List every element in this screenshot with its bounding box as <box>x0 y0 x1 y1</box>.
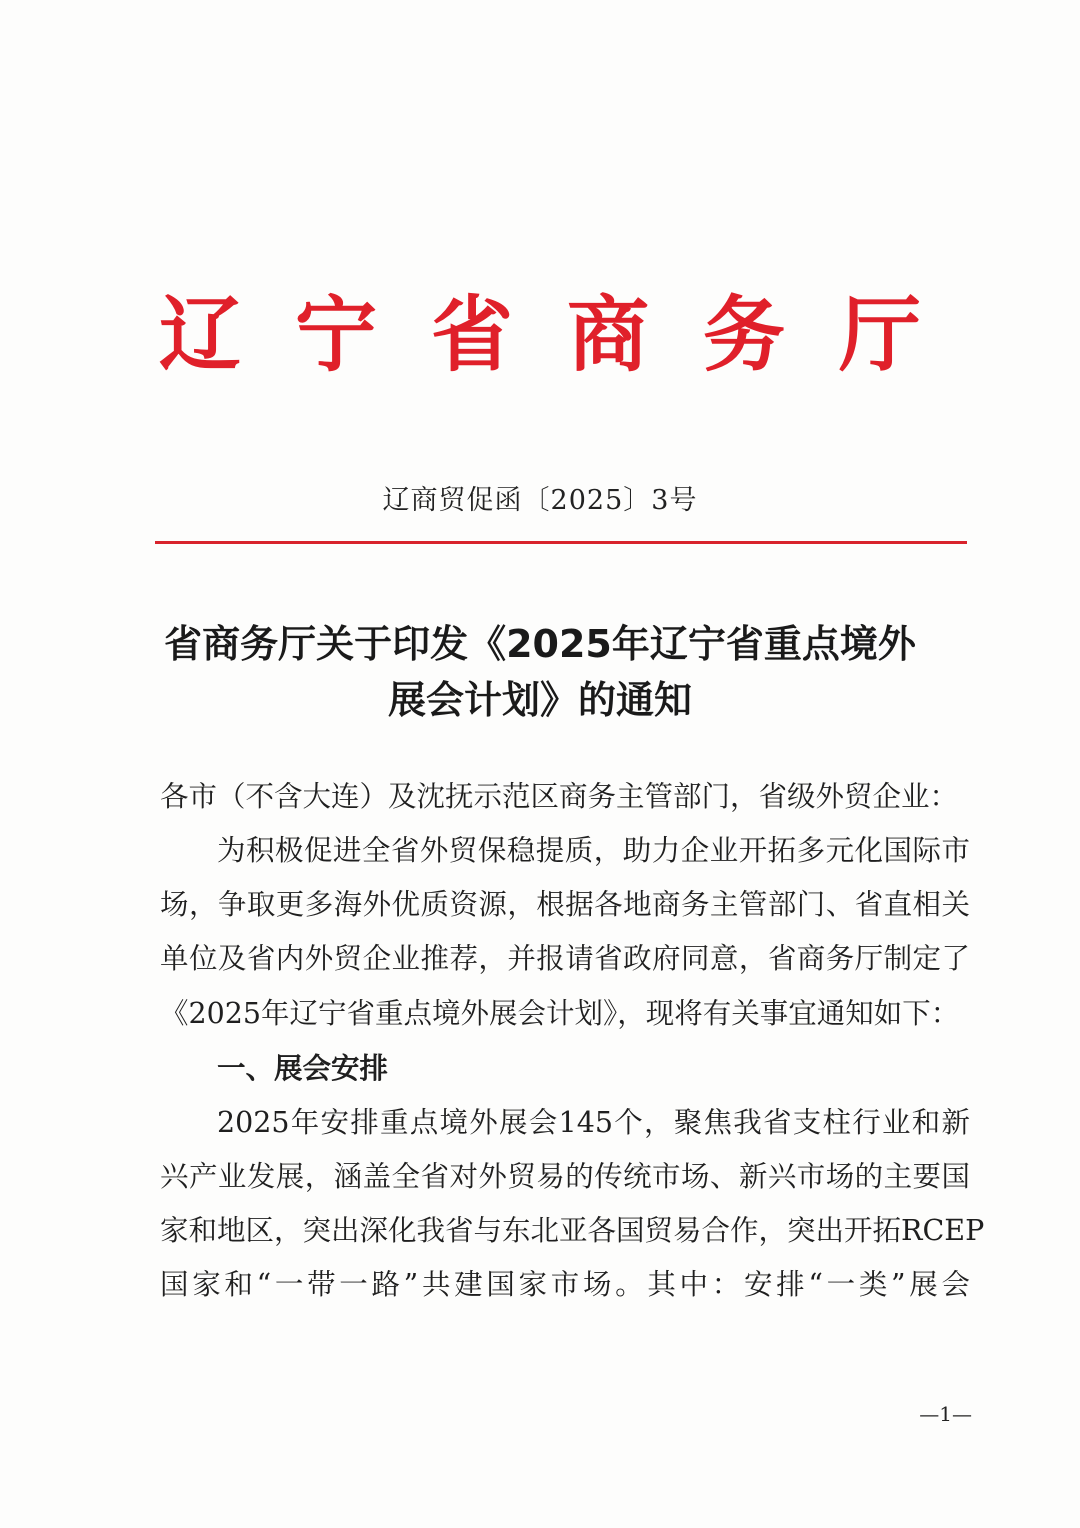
masthead-char: 商 <box>566 287 649 383</box>
section-heading: 一、展会安排 <box>217 1052 389 1085</box>
masthead-char: 辽 <box>158 287 241 383</box>
paragraph-2-line-2: 兴产业发展，涵盖全省对外贸易的传统市场、新兴市场的主要国 <box>160 1160 970 1193</box>
paragraph-2-line-4: 国家和“一带一路”共建国家市场。其中：安排“一类”展会 <box>160 1268 970 1301</box>
paragraph-2-line-3: 家和地区，突出深化我省与东北亚各国贸易合作，突出开拓RCEP <box>160 1214 985 1247</box>
title-line-1: 省商务厅关于印发《2025年辽宁省重点境外 <box>164 622 916 666</box>
document-number: 辽商贸促函〔2025〕3号 <box>382 485 698 516</box>
paragraph-2-line-1: 2025年安排重点境外展会145个，聚焦我省支柱行业和新 <box>217 1106 970 1139</box>
document-title <box>120 616 960 728</box>
masthead-char: 务 <box>702 287 785 383</box>
paragraph-1-line-1: 为积极促进全省外贸保稳提质，助力企业开拓多元化国际市 <box>217 834 970 867</box>
paragraph-1-line-4: 《2025年辽宁省重点境外展会计划》，现将有关事宜通知如下： <box>160 997 960 1030</box>
masthead-char: 宁 <box>294 287 377 383</box>
paragraph-1-line-3: 单位及省内外贸企业推荐，并报请省政府同意，省商务厅制定了 <box>160 942 970 975</box>
masthead-char: 厅 <box>838 287 921 383</box>
red-divider-line <box>155 541 967 544</box>
title-line-2: 展会计划》的通知 <box>387 678 692 722</box>
masthead-char: 省 <box>430 287 513 383</box>
page-number: —1— <box>919 1402 972 1426</box>
masthead-title <box>150 285 930 385</box>
addressee: 各市（不含大连）及沈抚示范区商务主管部门，省级外贸企业： <box>160 780 959 813</box>
paragraph-1-line-2: 场，争取更多海外优质资源，根据各地商务主管部门、省直相关 <box>160 888 970 921</box>
